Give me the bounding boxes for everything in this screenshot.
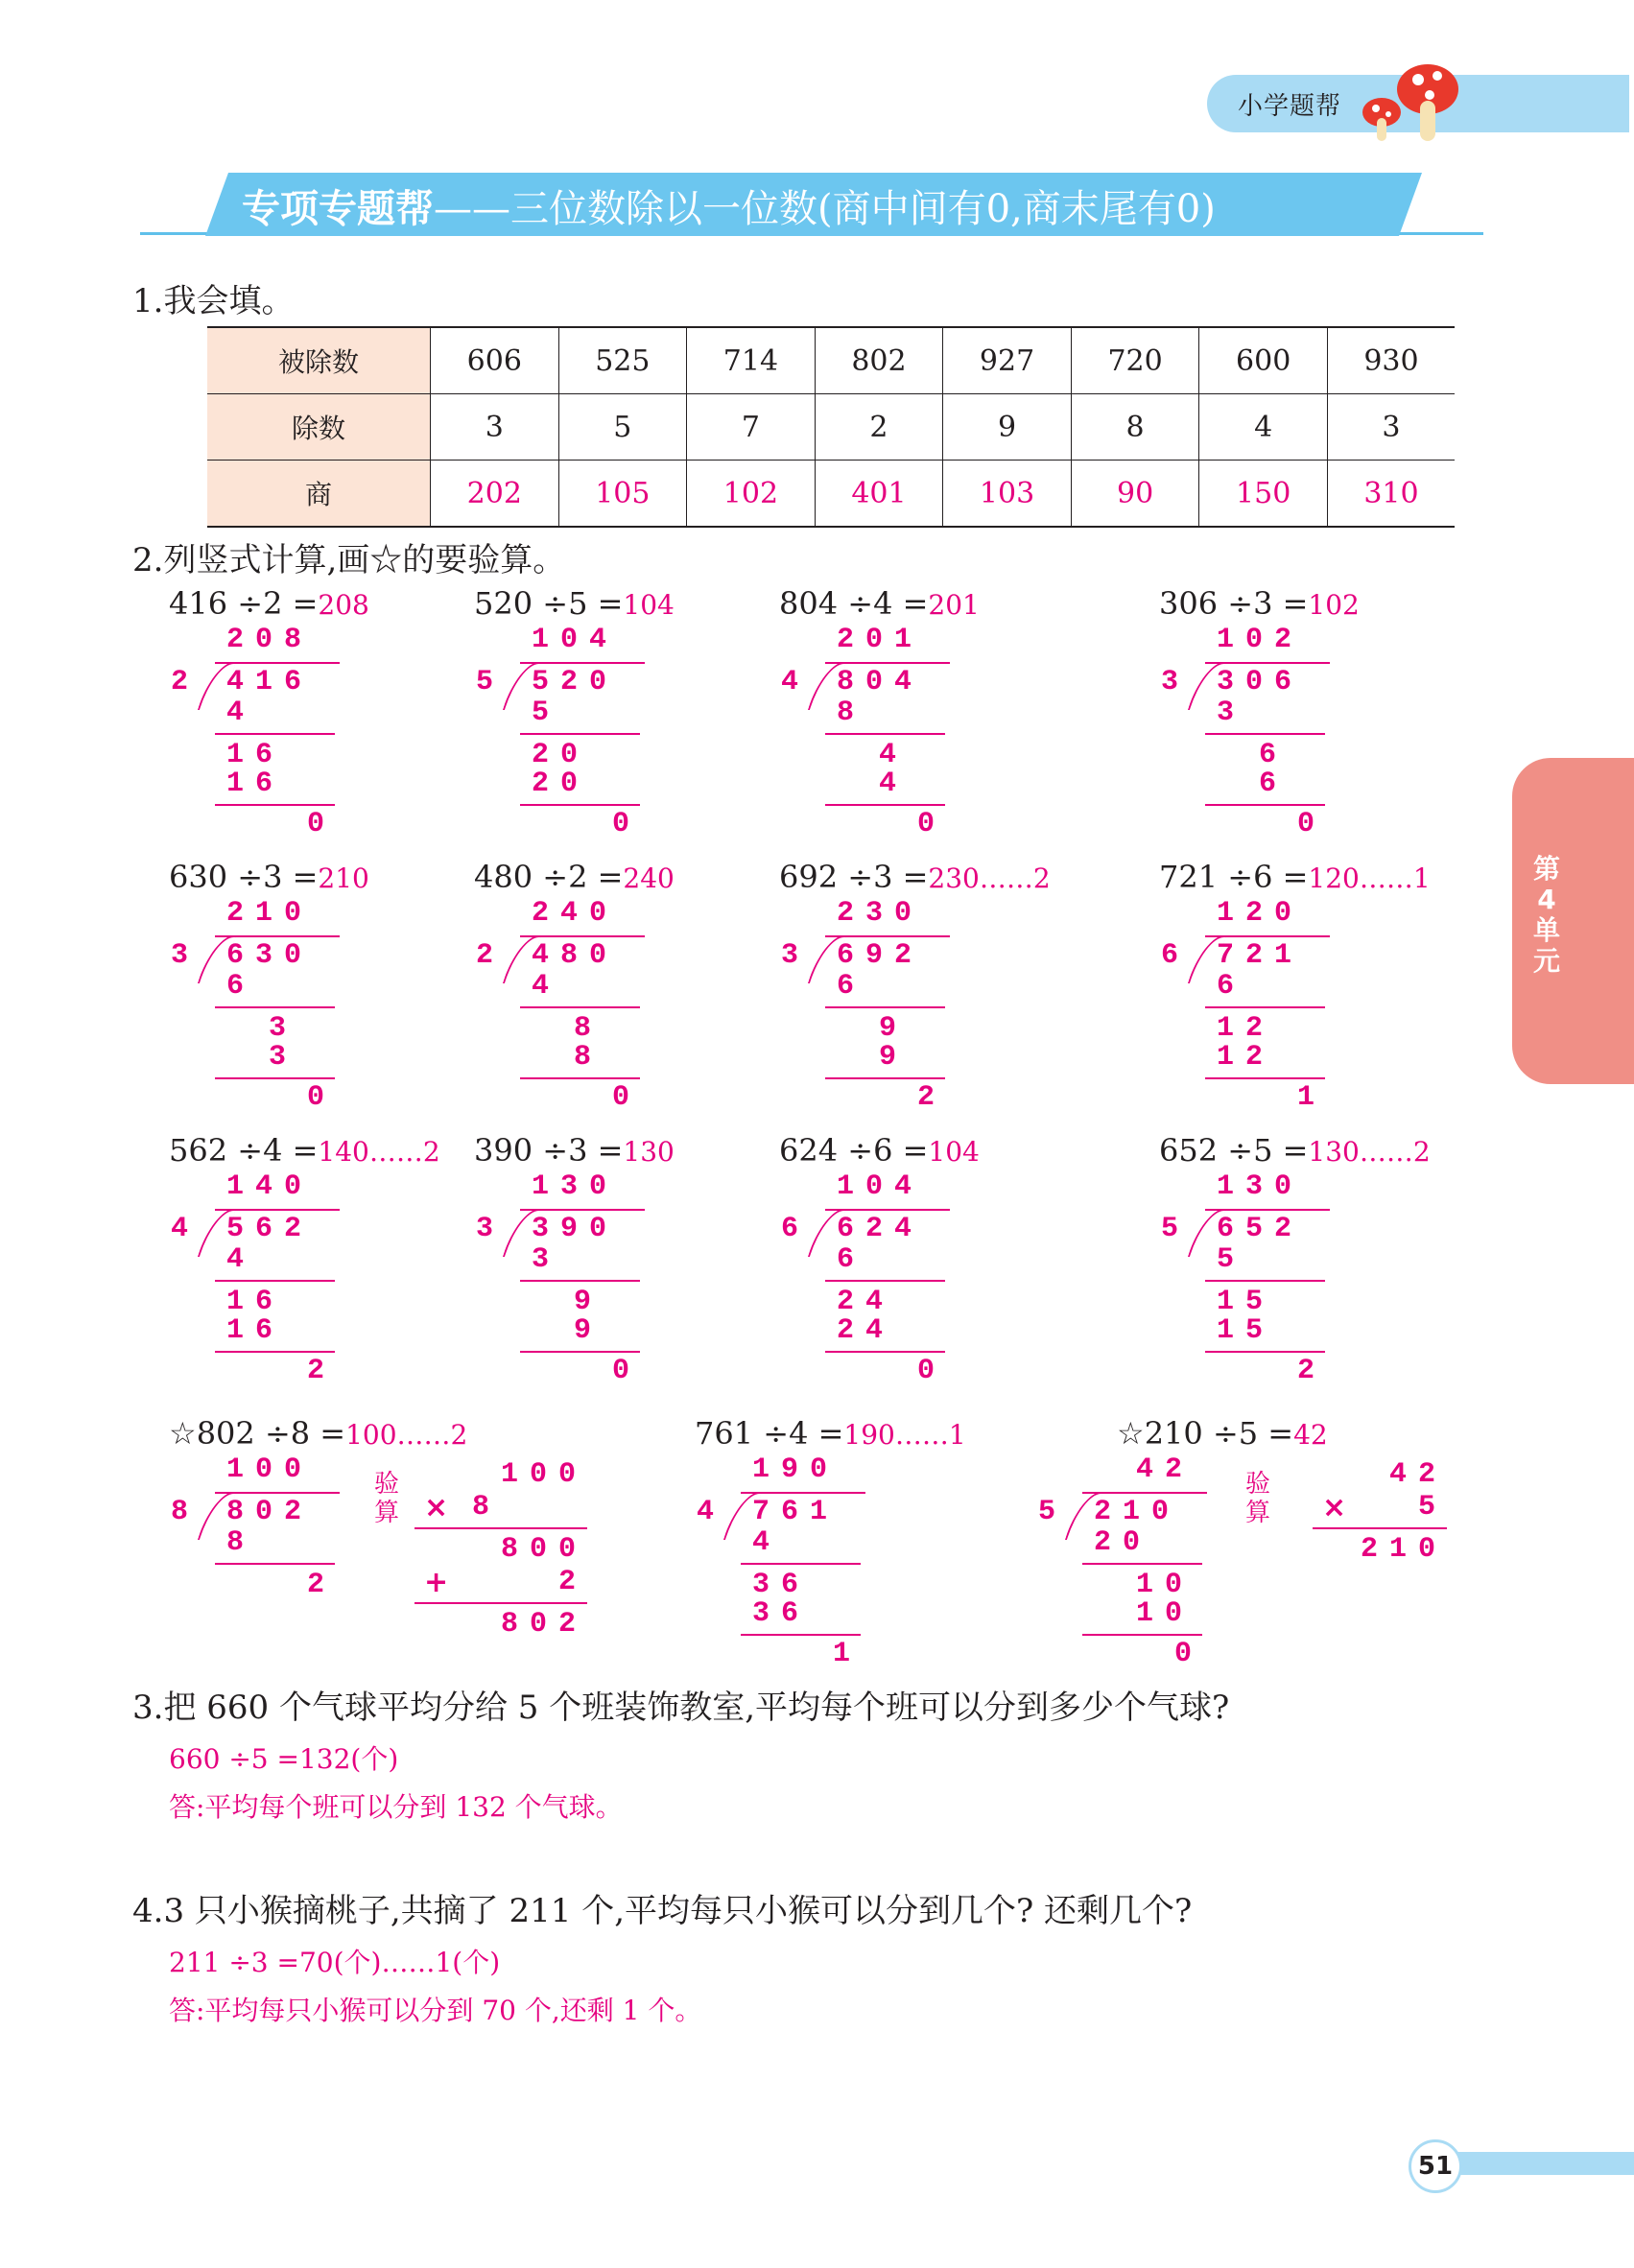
ld-divisor: 3 bbox=[1161, 666, 1179, 698]
mult-rule bbox=[414, 1602, 587, 1604]
ld-dividend: 480 bbox=[532, 939, 619, 972]
long-division bbox=[779, 624, 1086, 844]
problem-text: ☆802 ÷8 = bbox=[169, 1415, 346, 1452]
problem-expression bbox=[1159, 1132, 1431, 1169]
ld-dividend: 210 bbox=[1094, 1496, 1181, 1528]
quotient-cell: 401 bbox=[815, 461, 943, 528]
ld-step: 9 bbox=[574, 1314, 604, 1347]
ld-step: 8 bbox=[837, 697, 866, 729]
problem-expression bbox=[1117, 1415, 1328, 1452]
ld-remainder: 0 bbox=[1297, 808, 1327, 840]
ld-rule bbox=[215, 733, 335, 735]
ld-dividend: 761 bbox=[752, 1496, 840, 1528]
mult-product: 800 bbox=[500, 1533, 587, 1566]
dividend-cell: 930 bbox=[1327, 327, 1455, 394]
ld-rule bbox=[1205, 733, 1325, 735]
ld-rule bbox=[1205, 804, 1325, 806]
quotient-cell: 105 bbox=[558, 461, 687, 528]
long-division bbox=[1159, 897, 1466, 1118]
q4-answer: 答:平均每只小猴可以分到 70 个,还剩 1 个。 bbox=[169, 1995, 702, 2026]
ld-rule bbox=[825, 1280, 945, 1282]
ld-remainder: 0 bbox=[612, 808, 642, 840]
ld-divisor: 5 bbox=[1038, 1496, 1056, 1528]
division-problem bbox=[1159, 859, 1466, 1118]
ld-rule bbox=[1082, 1563, 1202, 1565]
problem-answer: 102 bbox=[1308, 589, 1360, 621]
mult-b: 8 bbox=[471, 1491, 501, 1524]
mult-b: 5 bbox=[1417, 1491, 1447, 1524]
divisor-cell: 3 bbox=[1327, 394, 1455, 461]
long-division bbox=[779, 897, 1086, 1118]
ld-rule bbox=[825, 1006, 945, 1008]
dividend-row bbox=[207, 327, 1455, 394]
ld-rule bbox=[825, 1351, 945, 1353]
ld-remainder: 0 bbox=[917, 1355, 947, 1387]
ld-divisor: 5 bbox=[1161, 1213, 1179, 1245]
ld-step: 16 bbox=[226, 739, 285, 771]
ld-step: 5 bbox=[1217, 1243, 1246, 1276]
divisor-cell: 8 bbox=[1071, 394, 1199, 461]
problem-answer: 240 bbox=[623, 862, 675, 894]
verify-label: 验算 bbox=[374, 1470, 400, 1527]
ld-dividend: 804 bbox=[837, 666, 924, 698]
ld-step: 16 bbox=[226, 1286, 285, 1318]
ld-dividend: 306 bbox=[1217, 666, 1304, 698]
ld-step: 6 bbox=[1259, 739, 1289, 771]
ld-quotient: 140 bbox=[226, 1170, 314, 1203]
ld-divisor: 5 bbox=[476, 666, 494, 698]
dividend-cell: 720 bbox=[1071, 327, 1199, 394]
mult-sum: 802 bbox=[500, 1608, 587, 1641]
verification-calc bbox=[414, 1458, 587, 1641]
problem-text: 692 ÷3 = bbox=[779, 859, 929, 895]
section-title bbox=[242, 178, 1216, 233]
quotient-cell: 310 bbox=[1327, 461, 1455, 528]
divisor-cell: 7 bbox=[687, 394, 816, 461]
ld-step: 20 bbox=[532, 768, 590, 800]
ld-step: 4 bbox=[226, 1243, 256, 1276]
ld-quotient: 230 bbox=[837, 897, 924, 930]
ld-rule bbox=[825, 804, 945, 806]
problem-answer: 104 bbox=[623, 589, 675, 621]
ld-quotient: 130 bbox=[532, 1170, 619, 1203]
ld-dividend: 630 bbox=[226, 939, 314, 972]
ld-rule bbox=[520, 804, 640, 806]
ld-step: 15 bbox=[1217, 1314, 1275, 1347]
quotient-cell: 103 bbox=[943, 461, 1072, 528]
division-problem bbox=[1159, 585, 1466, 844]
division-problem bbox=[695, 1415, 1002, 1674]
problem-text: 804 ÷4 = bbox=[779, 585, 929, 622]
problem-text: ☆210 ÷5 = bbox=[1117, 1415, 1294, 1452]
ld-step: 6 bbox=[837, 970, 866, 1003]
ld-rule bbox=[520, 1280, 640, 1282]
ld-dividend: 416 bbox=[226, 666, 314, 698]
ld-remainder: 0 bbox=[612, 1081, 642, 1114]
division-problem bbox=[779, 585, 1086, 844]
division-problem bbox=[474, 859, 781, 1118]
problem-answer: 42 bbox=[1293, 1419, 1328, 1451]
ld-rule bbox=[1205, 1077, 1325, 1079]
divisor-cell: 5 bbox=[558, 394, 687, 461]
ld-rule bbox=[741, 1634, 861, 1636]
ld-step: 3 bbox=[1217, 697, 1246, 729]
ld-rule bbox=[741, 1563, 861, 1565]
problem-text: 390 ÷3 = bbox=[474, 1132, 624, 1169]
problem-answer: 130……2 bbox=[1308, 1136, 1431, 1168]
divisor-cell: 4 bbox=[1199, 394, 1328, 461]
ld-step: 20 bbox=[532, 739, 590, 771]
problem-text: 630 ÷3 = bbox=[169, 859, 319, 895]
dividend-cell: 600 bbox=[1199, 327, 1328, 394]
ld-divisor: 4 bbox=[781, 666, 799, 698]
ld-quotient: 208 bbox=[226, 624, 314, 656]
ld-step: 8 bbox=[574, 1041, 604, 1074]
problem-expression bbox=[779, 859, 1051, 895]
divisor-cell: 9 bbox=[943, 394, 1072, 461]
ld-step: 6 bbox=[1259, 768, 1289, 800]
ld-remainder: 0 bbox=[1174, 1638, 1204, 1670]
quotient-row bbox=[207, 461, 1455, 528]
q3-title: 3.把 660 个气球平均分给 5 个班装饰教室,平均每个班可以分到多少个气球? bbox=[132, 1689, 1230, 1727]
quotient-cell: 90 bbox=[1071, 461, 1199, 528]
divisor-cell: 2 bbox=[815, 394, 943, 461]
ld-remainder: 2 bbox=[307, 1355, 337, 1387]
division-problem bbox=[779, 859, 1086, 1118]
mult-rule bbox=[1313, 1527, 1447, 1529]
ld-step: 4 bbox=[879, 768, 909, 800]
mult-a: 100 bbox=[500, 1458, 587, 1491]
ld-rule bbox=[215, 1280, 335, 1282]
problem-text: 306 ÷3 = bbox=[1159, 585, 1309, 622]
problem-expression bbox=[695, 1415, 966, 1452]
ld-step: 36 bbox=[752, 1597, 811, 1630]
ld-rule bbox=[520, 733, 640, 735]
mushroom-icon bbox=[1343, 53, 1468, 149]
dividend-cell: 927 bbox=[943, 327, 1072, 394]
q3-equation: 660 ÷5 =132(个) bbox=[169, 1743, 399, 1775]
problem-text: 520 ÷5 = bbox=[474, 585, 624, 622]
division-problem bbox=[169, 859, 476, 1118]
long-division bbox=[169, 624, 476, 844]
ld-dividend: 624 bbox=[837, 1213, 924, 1245]
quotient-cell: 150 bbox=[1199, 461, 1328, 528]
dividend-cell: 714 bbox=[687, 327, 816, 394]
ld-step: 6 bbox=[837, 1243, 866, 1276]
ld-step: 16 bbox=[226, 768, 285, 800]
long-division bbox=[1159, 1170, 1466, 1391]
ld-rule bbox=[520, 1006, 640, 1008]
ld-remainder: 0 bbox=[612, 1355, 642, 1387]
ld-quotient: 210 bbox=[226, 897, 314, 930]
ld-rule bbox=[520, 1351, 640, 1353]
q4-equation: 211 ÷3 =70(个)……1(个) bbox=[169, 1947, 501, 1978]
ld-divisor: 6 bbox=[1161, 939, 1179, 972]
ld-step: 8 bbox=[226, 1526, 256, 1559]
q4-title: 4.3 只小猴摘桃子,共摘了 211 个,平均每只小猴可以分到几个? 还剩几个? bbox=[132, 1892, 1193, 1930]
ld-step: 9 bbox=[879, 1041, 909, 1074]
q1-title: 1.我会填。 bbox=[132, 282, 295, 320]
verify-label: 验算 bbox=[1245, 1470, 1271, 1527]
quotient-cell: 102 bbox=[687, 461, 816, 528]
long-division bbox=[474, 897, 781, 1118]
ld-divisor: 6 bbox=[781, 1213, 799, 1245]
problem-answer: 140……2 bbox=[318, 1136, 440, 1168]
mult-rule bbox=[414, 1527, 587, 1529]
problem-answer: 190……1 bbox=[843, 1419, 966, 1451]
problem-answer: 120……1 bbox=[1308, 862, 1431, 894]
long-division bbox=[779, 1170, 1086, 1391]
ld-rule bbox=[215, 1351, 335, 1353]
problem-text: 624 ÷6 = bbox=[779, 1132, 929, 1169]
ld-rule bbox=[825, 1077, 945, 1079]
ld-step: 12 bbox=[1217, 1012, 1275, 1045]
ld-quotient: 104 bbox=[532, 624, 619, 656]
problem-expression bbox=[779, 1132, 980, 1169]
dividend-cell: 802 bbox=[815, 327, 943, 394]
quotient-cell: 202 bbox=[431, 461, 559, 528]
ld-rule bbox=[1205, 1280, 1325, 1282]
ld-quotient: 102 bbox=[1217, 624, 1304, 656]
ld-step: 10 bbox=[1136, 1597, 1195, 1630]
problem-text: 761 ÷4 = bbox=[695, 1415, 844, 1452]
problem-answer: 201 bbox=[928, 589, 980, 621]
long-division bbox=[474, 1170, 781, 1391]
brand-label: 小学题帮 bbox=[1238, 92, 1342, 121]
times-icon: × bbox=[424, 1491, 449, 1524]
division-problem bbox=[474, 585, 781, 844]
plus-icon: + bbox=[424, 1566, 449, 1599]
ld-dividend: 692 bbox=[837, 939, 924, 972]
ld-step: 5 bbox=[532, 697, 561, 729]
times-icon: × bbox=[1322, 1491, 1347, 1524]
ld-dividend: 721 bbox=[1217, 939, 1304, 972]
problem-answer: 104 bbox=[928, 1136, 980, 1168]
problem-expression bbox=[474, 859, 675, 895]
ld-divisor: 2 bbox=[476, 939, 494, 972]
problem-expression bbox=[474, 585, 675, 622]
ld-divisor: 3 bbox=[781, 939, 799, 972]
problem-text: 480 ÷2 = bbox=[474, 859, 624, 895]
row-label-quotient: 商 bbox=[207, 461, 431, 528]
ld-step: 9 bbox=[574, 1286, 604, 1318]
ld-divisor: 4 bbox=[697, 1496, 715, 1528]
problem-answer: 208 bbox=[318, 589, 369, 621]
ld-dividend: 802 bbox=[226, 1496, 314, 1528]
ld-step: 4 bbox=[226, 697, 256, 729]
divisor-cell: 3 bbox=[431, 394, 559, 461]
q1-table bbox=[207, 326, 1455, 528]
divisor-row bbox=[207, 394, 1455, 461]
problem-text: 416 ÷2 = bbox=[169, 585, 319, 622]
ld-remainder: 2 bbox=[307, 1569, 337, 1601]
ld-remainder: 0 bbox=[917, 808, 947, 840]
ld-quotient: 42 bbox=[1136, 1453, 1195, 1486]
dividend-cell: 606 bbox=[431, 327, 559, 394]
ld-rule bbox=[825, 733, 945, 735]
ld-rule bbox=[1205, 1006, 1325, 1008]
section-subtitle: ——三位数除以一位数(商中间有0,商末尾有0) bbox=[434, 187, 1216, 231]
ld-quotient: 104 bbox=[837, 1170, 924, 1203]
problem-expression bbox=[1159, 859, 1431, 895]
ld-step: 6 bbox=[1217, 970, 1246, 1003]
ld-step: 8 bbox=[574, 1012, 604, 1045]
long-division bbox=[695, 1453, 1002, 1674]
ld-step: 15 bbox=[1217, 1286, 1275, 1318]
page-number: 51 bbox=[1409, 2139, 1462, 2193]
dividend-cell: 525 bbox=[558, 327, 687, 394]
row-label-dividend: 被除数 bbox=[207, 327, 431, 394]
ld-step: 3 bbox=[269, 1012, 298, 1045]
ld-step: 6 bbox=[226, 970, 256, 1003]
ld-step: 36 bbox=[752, 1569, 811, 1601]
ld-step: 3 bbox=[532, 1243, 561, 1276]
ld-quotient: 100 bbox=[226, 1453, 314, 1486]
ld-rule bbox=[215, 804, 335, 806]
division-problem bbox=[474, 1132, 781, 1391]
ld-step: 3 bbox=[269, 1041, 298, 1074]
ld-step: 24 bbox=[837, 1314, 895, 1347]
ld-divisor: 2 bbox=[171, 666, 189, 698]
division-problem bbox=[779, 1132, 1086, 1391]
ld-quotient: 120 bbox=[1217, 897, 1304, 930]
ld-rule bbox=[1082, 1634, 1202, 1636]
mult-product: 210 bbox=[1360, 1533, 1447, 1566]
ld-step: 24 bbox=[837, 1286, 895, 1318]
ld-step: 4 bbox=[879, 739, 909, 771]
ld-quotient: 190 bbox=[752, 1453, 840, 1486]
division-problem bbox=[169, 1132, 476, 1391]
problem-answer: 100……2 bbox=[345, 1419, 468, 1451]
problem-answer: 210 bbox=[318, 862, 369, 894]
long-division bbox=[474, 624, 781, 844]
ld-remainder: 0 bbox=[307, 1081, 337, 1114]
problem-answer: 230……2 bbox=[928, 862, 1051, 894]
ld-step: 9 bbox=[879, 1012, 909, 1045]
problem-expression bbox=[779, 585, 980, 622]
ld-remainder: 2 bbox=[917, 1081, 947, 1114]
problem-expression bbox=[169, 585, 369, 622]
ld-rule bbox=[215, 1077, 335, 1079]
unit-side-tab-label: 第4单元 bbox=[1532, 853, 1560, 977]
ld-dividend: 652 bbox=[1217, 1213, 1304, 1245]
ld-quotient: 240 bbox=[532, 897, 619, 930]
problem-text: 562 ÷4 = bbox=[169, 1132, 319, 1169]
problem-answer: 130 bbox=[623, 1136, 675, 1168]
problem-text: 721 ÷6 = bbox=[1159, 859, 1309, 895]
division-problem bbox=[1159, 1132, 1466, 1391]
mult-add: 2 bbox=[557, 1566, 587, 1598]
ld-dividend: 390 bbox=[532, 1213, 619, 1245]
ld-dividend: 520 bbox=[532, 666, 619, 698]
problem-expression bbox=[169, 859, 369, 895]
long-division bbox=[1159, 624, 1466, 844]
verification-calc bbox=[1313, 1458, 1447, 1602]
ld-remainder: 1 bbox=[833, 1638, 863, 1670]
ld-step: 4 bbox=[752, 1526, 782, 1559]
ld-divisor: 3 bbox=[476, 1213, 494, 1245]
long-division bbox=[169, 1170, 476, 1391]
ld-step: 12 bbox=[1217, 1041, 1275, 1074]
ld-divisor: 3 bbox=[171, 939, 189, 972]
q2-title: 2.列竖式计算,画☆的要验算。 bbox=[132, 541, 566, 579]
ld-step: 20 bbox=[1094, 1526, 1152, 1559]
ld-divisor: 4 bbox=[171, 1213, 189, 1245]
ld-dividend: 562 bbox=[226, 1213, 314, 1245]
ld-step: 16 bbox=[226, 1314, 285, 1347]
ld-quotient: 130 bbox=[1217, 1170, 1304, 1203]
ld-quotient: 201 bbox=[837, 624, 924, 656]
problem-expression bbox=[169, 1415, 467, 1452]
division-problem bbox=[169, 585, 476, 844]
ld-step: 4 bbox=[532, 970, 561, 1003]
ld-remainder: 2 bbox=[1297, 1355, 1327, 1387]
long-division bbox=[1036, 1453, 1343, 1674]
mult-a: 42 bbox=[1388, 1458, 1447, 1491]
ld-rule bbox=[1205, 1351, 1325, 1353]
problem-expression bbox=[169, 1132, 440, 1169]
problem-expression bbox=[474, 1132, 675, 1169]
ld-remainder: 1 bbox=[1297, 1081, 1327, 1114]
problem-text: 652 ÷5 = bbox=[1159, 1132, 1309, 1169]
ld-step: 10 bbox=[1136, 1569, 1195, 1601]
problem-expression bbox=[1159, 585, 1360, 622]
section-label: 专项专题帮 bbox=[242, 187, 434, 231]
ld-divisor: 8 bbox=[171, 1496, 189, 1528]
long-division bbox=[169, 897, 476, 1118]
row-label-divisor: 除数 bbox=[207, 394, 431, 461]
ld-rule bbox=[520, 1077, 640, 1079]
page-number-band bbox=[1435, 2152, 1634, 2175]
ld-rule bbox=[215, 1006, 335, 1008]
ld-remainder: 0 bbox=[307, 808, 337, 840]
ld-rule bbox=[215, 1563, 335, 1565]
q3-answer: 答:平均每个班可以分到 132 个气球。 bbox=[169, 1791, 623, 1823]
